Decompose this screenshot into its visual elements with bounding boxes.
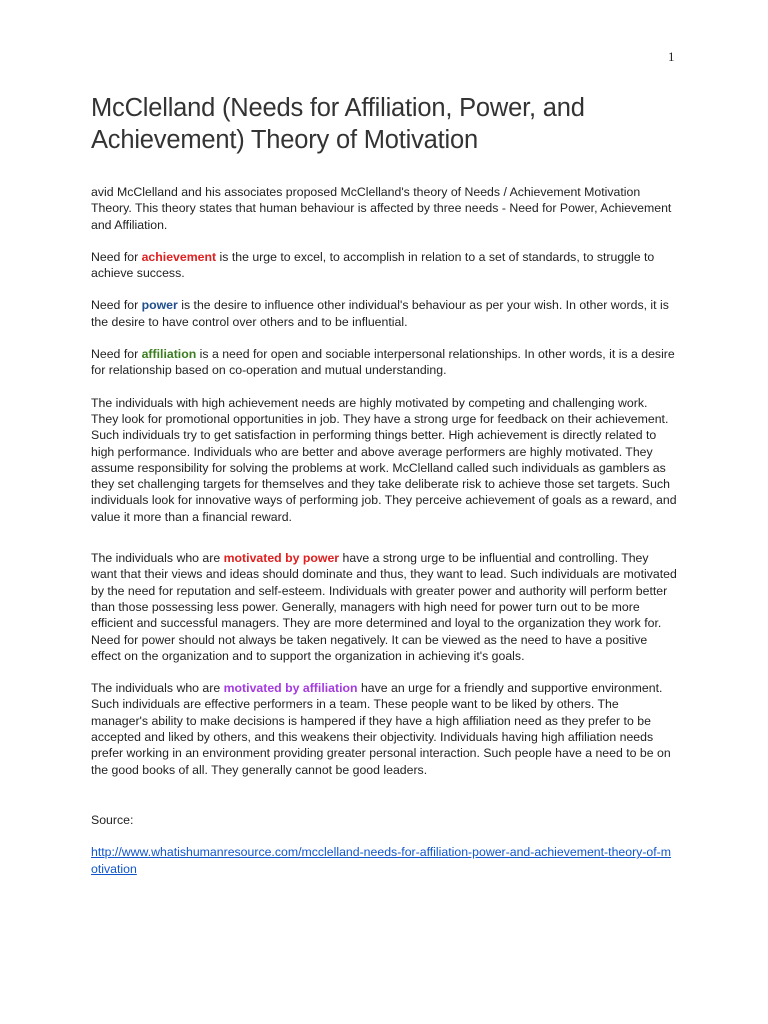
affiliation-paragraph <box>91 346 677 379</box>
motivated-affiliation-prefix: The individuals who are <box>91 681 224 696</box>
affiliation-prefix: Need for <box>91 347 142 362</box>
high-achievement-paragraph: The individuals with high achievement needs are highly motivated by competing and challenging work. They look for promotional opportunities in job. They have a strong urge for feedback on their achievement. Such individuals try to get satisfaction in performing things better. High achievement is directly related to high performance. Individuals who are better and above average performers are highly motivated. They assume responsibility for solving the problems at work. McClelland called such individuals as gamblers as they set challenging targets for themselves and they take deliberate risk to achieve those set targets. Such individuals look for innovative ways of performing job. They perceive achievement of goals as a reward, and value it more than a financial reward. <box>91 395 677 524</box>
achievement-paragraph <box>91 249 677 282</box>
affiliation-text: is a need for open and sociable interpersonal relationships. In other words, it is a desire for relationship based on co-operation and mutual understanding. <box>91 347 675 378</box>
motivated-affiliation-paragraph <box>91 680 677 778</box>
achievement-text: is the urge to excel, to accomplish in relation to a set of standards, to struggle to achieve success. <box>91 249 655 281</box>
motivated-power-prefix: The individuals who are <box>91 551 224 566</box>
source-link[interactable]: http://www.whatishumanresource.com/mcclelland-needs-for-affiliation-power-and-achievement-theory-of-motivation <box>91 845 672 876</box>
motivated-affiliation-keyword: motivated by affiliation <box>223 681 358 696</box>
source-label: Source: <box>91 812 134 827</box>
intro-paragraph: avid McClelland and his associates proposed McClelland's theory of Needs / Achievement Motivation Theory. This theory states that human behaviour is affected by three needs - Need for Power, Achievement and Affiliation. <box>91 185 672 232</box>
power-prefix: Need for <box>91 298 142 313</box>
page-number: 1 <box>668 49 675 64</box>
power-text: is the desire to influence other individual's behaviour as per your wish. In other words, it is the desire to have control over others and to be influential. <box>91 298 669 329</box>
motivated-power-keyword: motivated by power <box>223 551 340 566</box>
affiliation-keyword: affiliation <box>141 347 197 362</box>
achievement-keyword: achievement <box>141 249 217 264</box>
document-title: McClelland (Needs for Affiliation, Power, and Achievement) Theory of Motivation <box>91 94 585 154</box>
power-keyword: power <box>141 298 178 313</box>
motivated-power-text: have a strong urge to be influential and controlling. They want that their views and ideas should dominate and thus, they want to lead. Such individuals are motivated by the need for reputation and self-esteem. Individuals with greater power and authority will perform better than those possessing less power. Generally, managers with high need for power turn out to be more efficient and successful managers. They are more determined and loyal to the organization they work for. Need for power should not always be taken negatively. It can be viewed as the need to have a positive effect on the organization and to support the organization in achieving it's goals. <box>91 551 677 663</box>
document-body <box>91 184 677 893</box>
achievement-prefix: Need for <box>91 249 142 264</box>
power-paragraph <box>91 297 677 330</box>
source-paragraph <box>91 844 677 877</box>
motivated-affiliation-text: have an urge for a friendly and supportive environment. Such individuals are effective performers in a team. These people want to be liked by others. The manager's ability to make decisions is hampered if they have a high affiliation need as they prefer to be accepted and liked by others, and this weakens their objectivity. Individuals having high affiliation needs prefer working in an environment providing greater personal interaction. Such people have a need to be on the good books of all. They generally cannot be good leaders. <box>91 681 671 777</box>
motivated-power-paragraph <box>91 550 677 664</box>
